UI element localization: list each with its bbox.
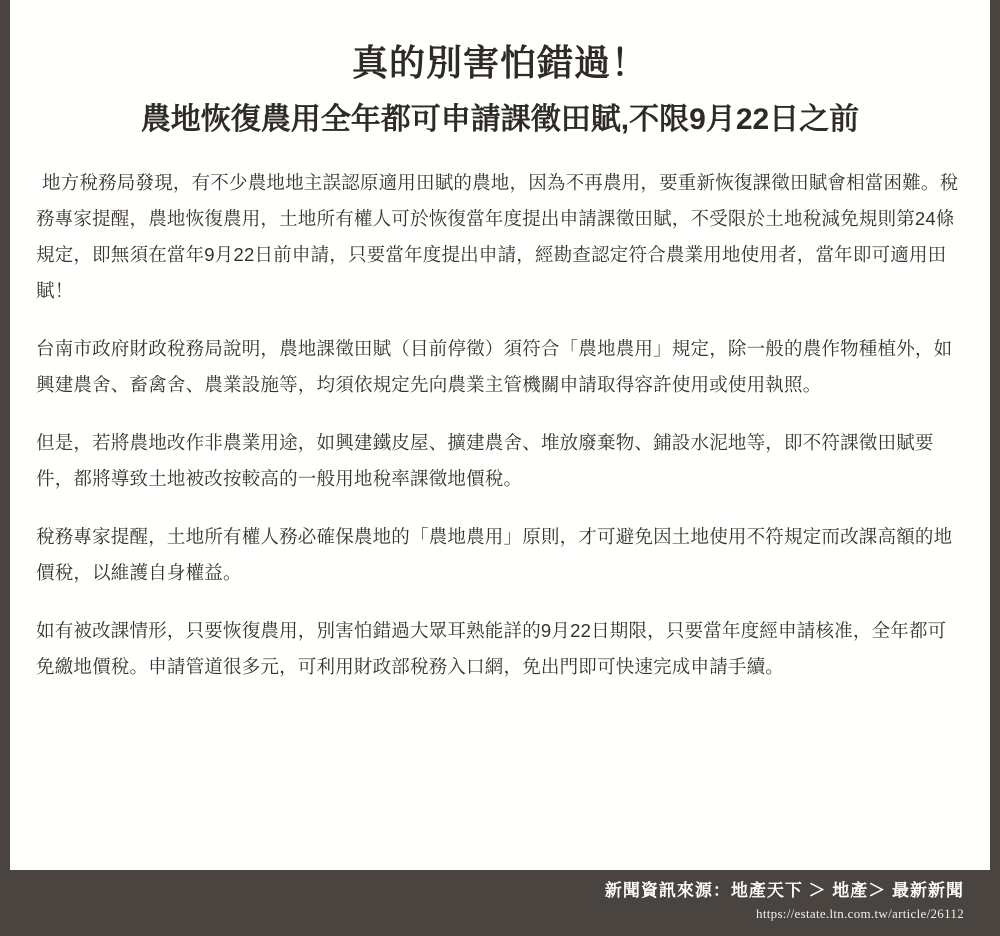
article-content xyxy=(10,0,990,936)
footer-spacer xyxy=(36,707,964,773)
headline-sub: 農地恢復農用全年都可申請課徵田賦,不限9月22日之前 xyxy=(140,103,860,136)
source-footer-content xyxy=(605,878,964,922)
source-label: 新聞資訊來源：地產天下 ＞ 地產＞ 最新新聞 xyxy=(604,881,964,900)
source-url[interactable]: https://estate.ltn.com.tw/article/26112 xyxy=(756,905,964,921)
body-paragraph-2: 台南市政府財政稅務局說明，農地課徵田賦（目前停徵）須符合「農地農用」規定，除一般的農作物種植外，如興建農舍、畜禽舍、農業設施等，均須依規定先向農業主管機關申請取得容許使用或使用執照。 xyxy=(36,337,953,395)
headline-block xyxy=(36,0,964,139)
body-paragraph-4: 稅務專家提醒，土地所有權人務必確保農地的「農地農用」原則，才可避免因土地使用不符規定而改課高額的地價稅，以維護自身權益。 xyxy=(36,526,953,584)
article-body xyxy=(36,165,964,686)
source-footer xyxy=(10,870,990,936)
headline-main: 真的別害怕錯過！ xyxy=(351,42,648,83)
body-paragraph-3: 但是，若將農地改作非農業用途，如興建鐵皮屋、擴建農舍、堆放廢棄物、鋪設水泥地等，即不符課徵田賦要件，都將導致土地被改按較高的一般用地稅率課徵地價稅。 xyxy=(36,431,934,489)
body-paragraph-5: 如有被改課情形，只要恢復農用，別害怕錯過大眾耳熟能詳的9月22日期限，只要當年度經申請核准，全年都可免繳地價稅。申請管道很多元，可利用財政部稅務入口網，免出門即可快速完成申請手續。 xyxy=(36,620,947,678)
body-paragraph-1: 地方稅務局發現，有不少農地地主誤認原適用田賦的農地，因為不再農用，要重新恢復課徵田賦會相當困難。稅務專家提醒，農地恢復農用，土地所有權人可於恢復當年度提出申請課徵田賦，不受限於土地稅減免規則第24條規定，即無須在當年9月22日前申請，只要當年度提出申請，經勘查認定符合農業用地使用者，當年即可適用田賦！ xyxy=(36,171,959,301)
